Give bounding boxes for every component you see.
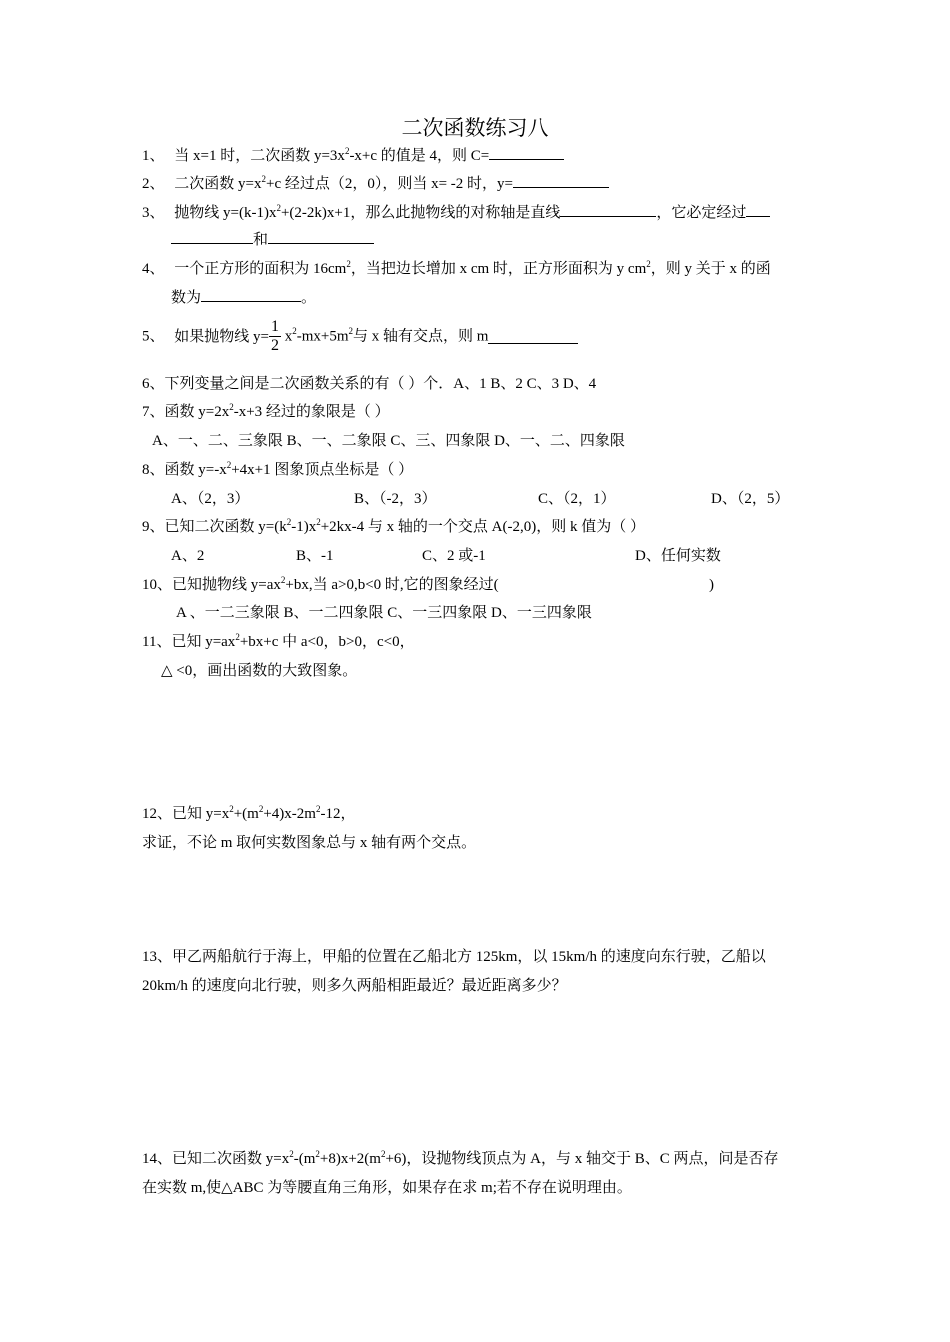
question-number: 5、 [142, 328, 165, 345]
question-number: 4、 [142, 261, 165, 277]
question-11: 11、已知 $y=ax^2+bx+c$ 中 a<0，b>0，c<0， [142, 632, 415, 650]
answer-blank[interactable] [513, 173, 609, 188]
option-c: C、（2，1） [538, 491, 616, 507]
option-a: A、2 [171, 548, 205, 564]
question-3: 3、 抛物线 $y=(k-1)x^2+(2-2k)x+1$，那么此抛物线的对称轴是直线 ，它必定经过 [142, 202, 770, 223]
option-c: C、2 或-1 [422, 548, 486, 564]
worksheet-title: 二次函数练习八 [401, 116, 549, 140]
answer-blank[interactable] [488, 329, 578, 344]
question-number: 2、 [142, 176, 165, 192]
question-4: 4、 一个正方形的面积为 $16cm^2$，当把边长增加 x cm 时，正方形面积为 y $cm^2$，则 y 关于 x 的函 [142, 259, 771, 277]
question-9: 9、已知二次函数 $y=(k^2-1)x^2+2kx-4$ 与 x 轴的一个交点 A(-2,0)，则 k 值为（ ） [142, 517, 645, 535]
question-10: 10、已知抛物线 $y=ax^2+bx$,当 a>0,b<0 时,它的图象经过( [142, 575, 499, 593]
question-number: 1、 [142, 148, 165, 164]
question-7: 7、函数 $y=2x^2-x+3$ 经过的象限是（ ） [142, 402, 390, 420]
question-14: 14、已知二次函数 $y=x^2-(m^2+8)x+2(m^2+6)$，设抛物线顶点为 A，与 x 轴交于 B、C 两点，问是否存 [142, 1149, 779, 1167]
question-number: 3、 [142, 205, 165, 221]
question-5: 5、 如果抛物线 y= $\frac{1}{2}$ $x^2-mx+5m^2$与 x 轴有交点，则 m [142, 318, 578, 355]
answer-blank[interactable] [560, 202, 656, 217]
question-2: 2、 二次函数 $y=x^2+c$ 经过点（2，0），则当 x= -2 时，y= [142, 173, 609, 194]
answer-blank[interactable] [201, 287, 301, 302]
question-11-line-2: △ <0，画出函数的大致图象。 [161, 663, 358, 679]
answer-blank[interactable] [746, 202, 770, 217]
option-b: B、（-2，3） [354, 491, 437, 507]
question-10-options: A 、一二三象限 B、一二四象限 C、一三四象限 D、一三四象限 [176, 605, 592, 621]
closing-paren: ) [709, 577, 714, 593]
question-13: 13、甲乙两船航行于海上，甲船的位置在乙船北方 125km，以 15km/h 的速度向东行驶，乙船以 [142, 949, 766, 965]
question-14-line-2: 在实数 m,使△ABC 为等腰直角三角形，如果存在求 m;若不存在说明理由。 [142, 1180, 632, 1196]
question-1: 1、 当 x=1 时，二次函数 $y=3x^2-x+c$ 的值是 4，则 C= [142, 145, 564, 166]
answer-blank[interactable] [268, 229, 374, 244]
question-13-line-2: 20km/h 的速度向北行驶，则多久两船相距最近？最近距离多少？ [142, 978, 567, 994]
answer-blank[interactable] [489, 145, 564, 160]
option-d: D、（2，5） [711, 491, 790, 507]
question-12-line-2: 求证，不论 m 取何实数图象总与 x 轴有两个交点。 [142, 835, 477, 851]
question-7-options: A、一、二、三象限 B、一、二象限 C、三、四象限 D、一、二、四象限 [152, 433, 625, 449]
option-b: B、-1 [296, 548, 334, 564]
option-a: A、（2，3） [171, 491, 250, 507]
fraction-one-half: $\frac{1}{2}$ [270, 318, 279, 354]
answer-blank[interactable] [171, 229, 253, 244]
question-8: 8、函数 $y=-x^2+4x+1$ 图象顶点坐标是（ ） [142, 460, 414, 478]
question-3-line-2: 和 [171, 229, 374, 250]
question-12: 12、已知 $y=x^2+(m^2+4)x-2m^2-12$， [142, 804, 356, 822]
option-d: D、任何实数 [635, 548, 721, 564]
question-6: 6、下列变量之间是二次函数关系的有（ ）个．A、1 B、2 C、3 D、4 [142, 376, 597, 392]
question-4-line-2: 数为 。 [171, 287, 316, 308]
